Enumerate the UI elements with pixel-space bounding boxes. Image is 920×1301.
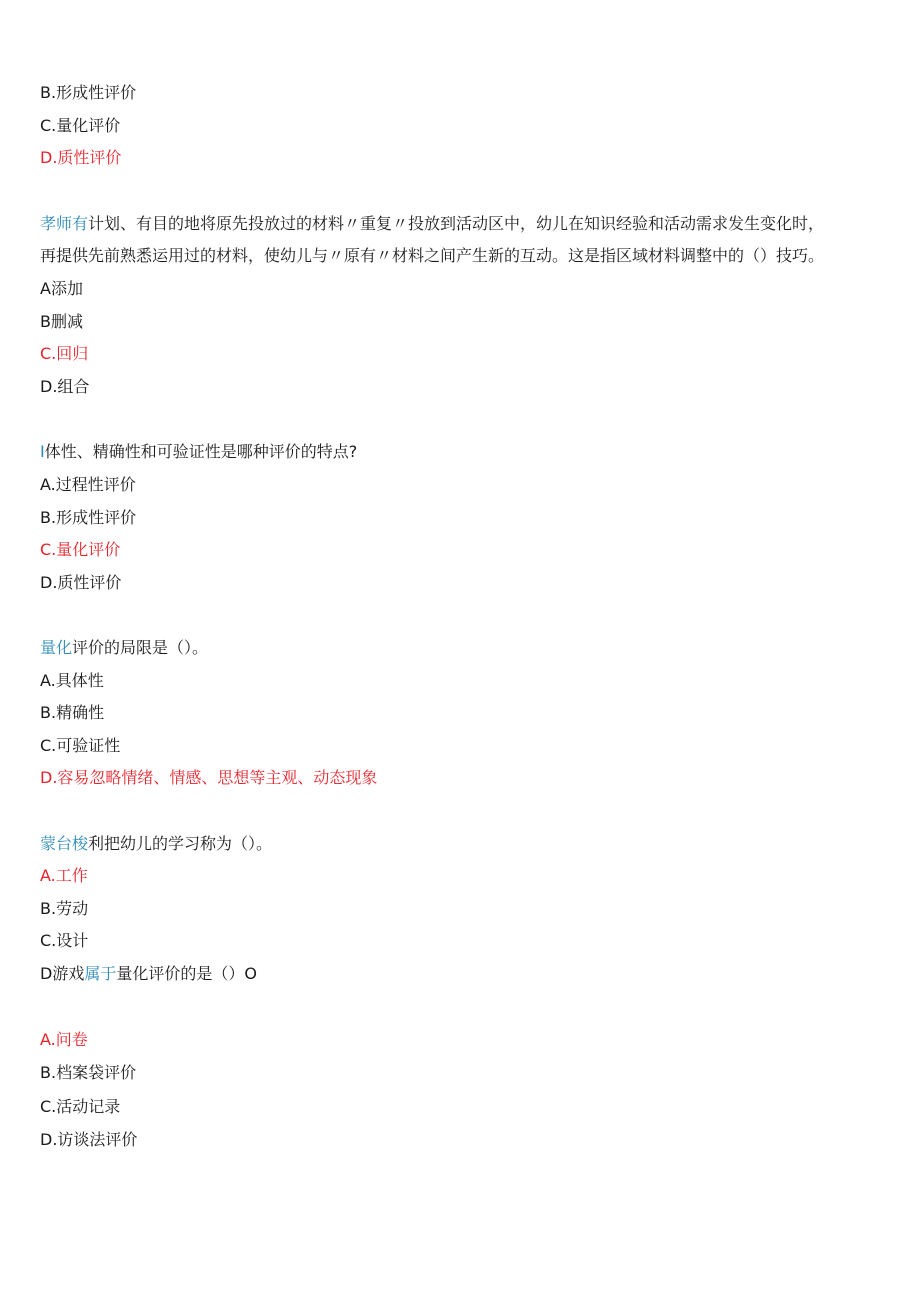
question-evaluation-features: I体性、精确性和可验证性是哪种评价的特点? [40, 442, 358, 461]
option-b-precise: B.精确性 [40, 703, 105, 722]
option-d-qualitative-2: D.质性评价 [40, 573, 122, 592]
option-b-delete: B删减 [40, 312, 83, 331]
question-montessori-learning: 蒙台梭利把幼儿的学习称为（）。 [40, 834, 273, 853]
option-c-quantitative-answer: C.量化评价 [40, 540, 121, 559]
option-c-design: C.设计 [40, 931, 89, 950]
option-c-quantitative: C.量化评价 [40, 116, 121, 135]
option-b-formative-2: B.形成性评价 [40, 508, 137, 527]
option-b-portfolio: B.档案袋评价 [40, 1063, 137, 1082]
question-material-return-line1: 孝师有计划、有目的地将原先投放过的材料〃重复〃投放到活动区中，幼儿在知识经验和活动需求发生变化时， [40, 214, 825, 233]
question-quantitative-limit: 量化评价的局限是（）。 [40, 638, 209, 657]
option-c-return-answer: C.回归 [40, 344, 89, 363]
option-c-activity-record: C.活动记录 [40, 1097, 121, 1116]
option-d-game-and-next-question: D游戏属于量化评价的是（）O [40, 964, 257, 983]
option-d-qualitative-answer: D.质性评价 [40, 148, 122, 167]
option-a-work-answer: A.工作 [40, 866, 88, 885]
option-d-ignore-subjective-answer: D.容易忽略情绪、情感、思想等主观、动态现象 [40, 768, 378, 787]
option-d-combine: D.组合 [40, 377, 90, 396]
option-c-verifiable: C.可验证性 [40, 736, 121, 755]
question-material-return-line2: 再提供先前熟悉运用过的材料，使幼儿与〃原有〃材料之间产生新的互动。这是指区域材料调整中的（）技巧。 [40, 246, 825, 265]
option-a-concrete: A.具体性 [40, 671, 104, 690]
option-a-questionnaire-answer: A.问卷 [40, 1030, 88, 1049]
option-a-add: A添加 [40, 279, 83, 298]
option-d-interview: D.访谈法评价 [40, 1130, 138, 1149]
option-b-formative: B.形成性评价 [40, 83, 137, 102]
option-a-process: A.过程性评价 [40, 475, 136, 494]
option-b-labor: B.劳动 [40, 899, 89, 918]
